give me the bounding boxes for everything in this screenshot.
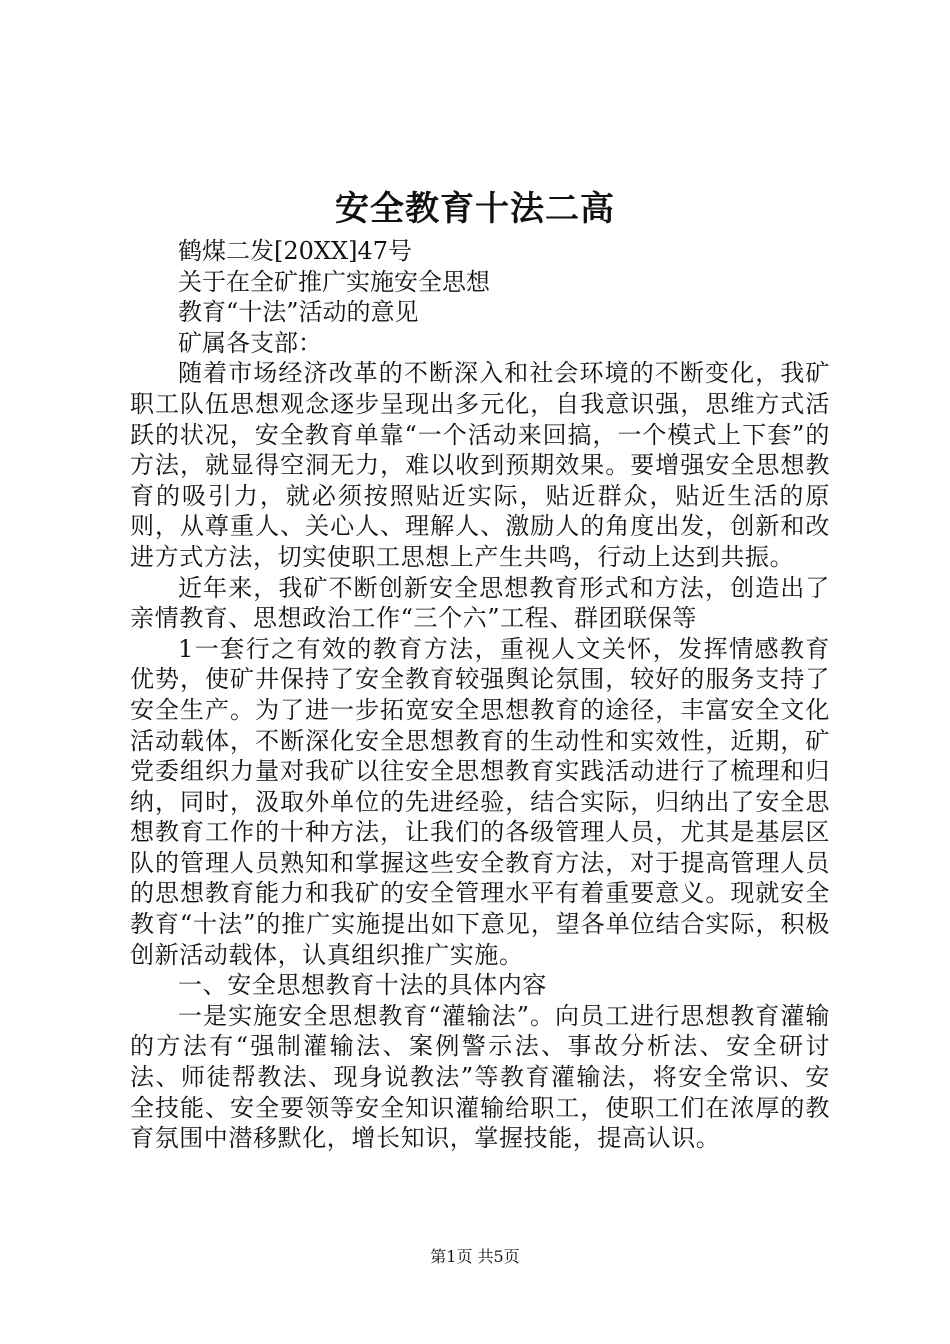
paragraph: 近年来，我矿不断创新安全思想教育形式和方法，创造出了亲情教育、思想政治工作“三个六”工程、群团联保等 [130,573,830,633]
document-body [130,236,830,1154]
section-heading: 一、安全思想教育十法的具体内容 [178,971,547,1000]
subject-line-2: 教育“十法”活动的意见 [178,298,419,327]
paragraph: 一是实施安全思想教育“灌输法”。向员工进行思想教育灌输的方法有“强制灌输法、案例警示法、事故分析法、安全研讨法、师徒帮教法、现身说教法”等教育灌输法，将安全常识、安全技能、安全要领等安全知识灌输给职工，使职工们在浓厚的教育氛围中潜移默化，增长知识，掌握技能，提高认识。 [130,1001,830,1153]
page-footer: 第1页 共5页 [430,1247,520,1266]
salutation: 矿属各支部： [178,328,322,357]
subject-line-1: 关于在全矿推广实施安全思想 [178,267,490,296]
document-number: 鹤煤二发[20XX]47号 [178,237,412,265]
paragraph: 随着市场经济改革的不断深入和社会环境的不断变化，我矿职工队伍思想观念逐步呈现出多元化，自我意识强，思维方式活跃的状况，安全教育单靠“一个活动来回搞，一个模式上下套”的方法，就显得空洞无力，难以收到预期效果。要增强安全思想教育的吸引力，就必须按照贴近实际，贴近群众，贴近生活的原则，从尊重人、关心人、理解人、激励人的角度出发，创新和改进方式方法，切实使职工思想上产生共鸣，行动上达到共振。 [130,359,830,571]
paragraph: 1一套行之有效的教育方法，重视人文关怀，发挥情感教育优势，使矿井保持了安全教育较强舆论氛围，较好的服务支持了安全生产。为了进一步拓宽安全思想教育的途径，丰富安全文化活动载体，不断深化安全思想教育的生动性和实效性，近期，矿党委组织力量对我矿以往安全思想教育实践活动进行了梳理和归纳，同时，汲取外单位的先进经验，结合实际，归纳出了安全思想教育工作的十种方法，让我们的各级管理人员，尤其是基层区队的管理人员熟知和掌握这些安全教育方法，对于提高管理人员的思想教育能力和我矿的安全管理水平有着重要意义。现就安全教育“十法”的推广实施提出如下意见，望各单位结合实际，积极创新活动载体，认真组织推广实施。 [130,634,830,969]
document-title: 安全教育十法二高 [335,189,615,229]
